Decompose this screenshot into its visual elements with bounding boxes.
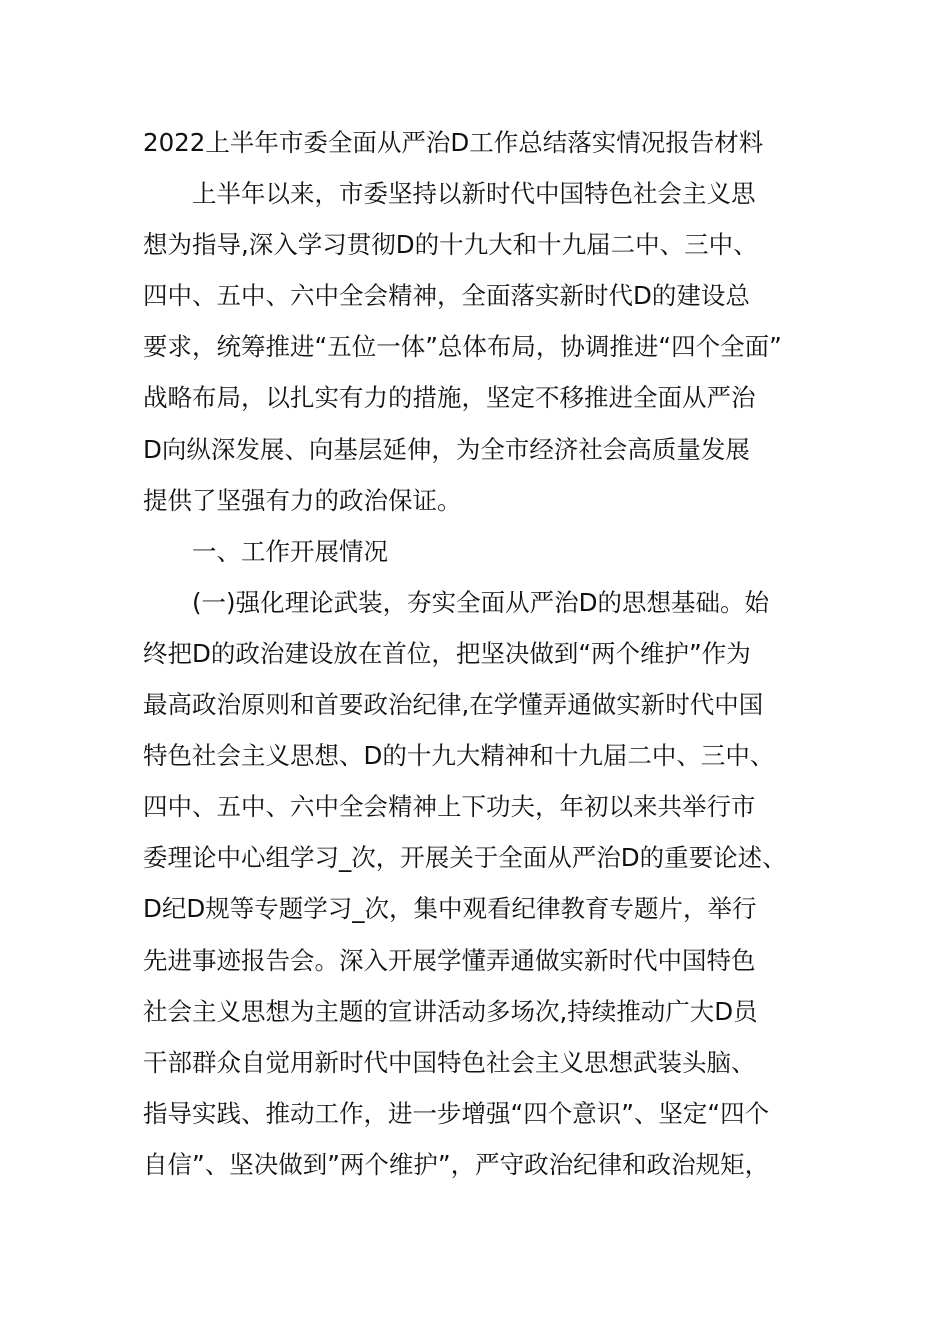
- paragraph-line: 要求，统筹推进“五位一体”总体布局，协调推进“四个全面”: [143, 332, 782, 362]
- paragraph-line: 终把D的政治建设放在首位，把坚决做到“两个维护”作为: [143, 638, 751, 668]
- paragraph-line: 战略布局，以扎实有力的措施，坚定不移推进全面从严治: [143, 383, 756, 413]
- paragraph-line: 上半年以来，市委坚持以新时代中国特色社会主义思: [143, 179, 756, 209]
- document-title: 2022上半年市委全面从严治D工作总结落实情况报告材料: [143, 128, 764, 157]
- paragraph-line: 先进事迹报告会。深入开展学懂弄通做实新时代中国特色: [143, 945, 756, 975]
- paragraph-line: 指导实践、推动工作，进一步增强“四个意识”、坚定“四个: [143, 1098, 770, 1128]
- paragraph-line: 提供了坚强有力的政治保证。: [143, 485, 462, 515]
- paragraph-line: 想为指导,深入学习贯彻D的十九大和十九届二中、三中、: [143, 230, 758, 260]
- paragraph-line: 四中、五中、六中全会精神上下功夫，年初以来共举行市: [143, 792, 756, 822]
- paragraph-line: 最高政治原则和首要政治纪律,在学懂弄通做实新时代中国: [143, 690, 764, 720]
- paragraph-line: 委理论中心组学习_次，开展关于全面从严治D的重要论述、: [143, 843, 787, 873]
- paragraph-line: 干部群众自觉用新时代中国特色社会主义思想武装头脑、: [143, 1047, 756, 1077]
- document-body: [143, 117, 813, 1190]
- paragraph-line: 自信”、坚决做到”两个维护”，严守政治纪律和政治规矩，: [143, 1149, 770, 1179]
- section-heading: 一、工作开展情况: [143, 536, 388, 566]
- paragraph-line: D向纵深发展、向基层延伸，为全市经济社会高质量发展: [143, 434, 750, 464]
- paragraph-line: (一)强化理论武装，夯实全面从严治D的思想基础。始: [143, 587, 769, 617]
- paragraph-line: 社会主义思想为主题的宣讲活动多场次,持续推动广大D员: [143, 996, 758, 1026]
- paragraph-line: 特色社会主义思想、D的十九大精神和十九届二中、三中、: [143, 741, 775, 771]
- paragraph-line: 四中、五中、六中全会精神，全面落实新时代D的建设总: [143, 281, 750, 311]
- paragraph-line: D纪D规等专题学习_次，集中观看纪律教育专题片，举行: [143, 894, 757, 924]
